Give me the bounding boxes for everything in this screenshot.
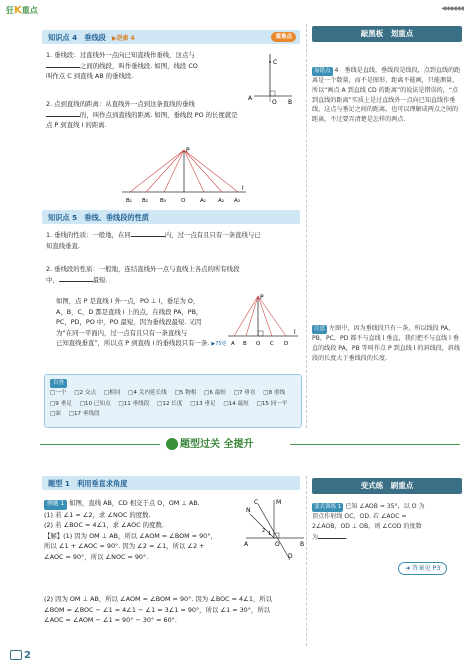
svg-text:A₃: A₃: [234, 198, 240, 204]
svg-text:O: O: [181, 198, 186, 204]
svg-text:B: B: [300, 541, 305, 548]
svg-text:l: l: [242, 185, 244, 192]
arrow-icon: ➜: [405, 565, 411, 572]
self-check-items: [50, 388, 296, 420]
check-item[interactable]: □5 物相: [174, 389, 197, 396]
check-item[interactable]: □9 垂足: [50, 400, 72, 407]
svg-text:l: l: [294, 329, 296, 336]
svg-text:A: A: [231, 341, 235, 347]
svg-text:P: P: [260, 294, 264, 301]
blank-field[interactable]: [59, 275, 93, 282]
svg-text:B: B: [243, 341, 247, 347]
check-item[interactable]: □面: [50, 411, 61, 418]
page-header: [0, 0, 471, 16]
type1-question: 例题 1 如图，直线 AB，CD 相交于点 O，OM ⊥ AB. (1) 若 ∠1 = ∠2，求 ∠NOC 的度数. (2) 若 ∠BOC = 4∠1，求 ∠AOC 的度数. 【解】(1) 因为 OM ⊥ AB，所以 ∠AOM = ∠BOM = 90°， 所以 ∠1 + ∠AOC = 90°. 因为 ∠2 = ∠1，所以 ∠2 + ∠AOC = 90°，所以 ∠NOC = 90°.: [44, 499, 217, 561]
type1-heading: 题型 1 利用垂直求角度: [42, 476, 300, 490]
kp4-item1: 1. 垂线段：过直线外一点向已知直线作垂线，这点与 之间的线段，叫作垂线段. 如图，线段 CO 叫作点 C 到直线 AB 的垂线段.: [46, 51, 198, 81]
svg-text:C: C: [270, 341, 274, 347]
svg-text:B: B: [288, 99, 293, 106]
blank-field[interactable]: [318, 532, 346, 539]
svg-text:A: A: [248, 95, 253, 102]
brand-logo: 狂K重点: [6, 5, 38, 16]
svg-text:B₂: B₂: [142, 198, 148, 204]
svg-text:2: 2: [262, 528, 266, 534]
check-item[interactable]: □6 最短: [204, 389, 226, 396]
svg-text:O: O: [272, 99, 277, 106]
check-item[interactable]: □15 同一平: [256, 400, 288, 407]
kp5-example-text: 如图，点 P 是直线 l 外一点，PO ⊥ l，垂足为 O， A，B，C，D 都是直线 l 上的点，在线段 PA，PB， PC，PD，PO 中，PO 最短，因为垂线段最短. 又因 为“在同一平面内，过一点有且只有一条直线与 已知直线垂直”，所以点 P 到直线 l 的垂线段只有一条. ▶75逆: [56, 297, 227, 348]
check-item[interactable]: □2 交点: [74, 389, 97, 396]
kp5-item1: 1. 垂线的性质：一般地，在同 内，过一点有且只有一条直线与已 知直线垂直.: [46, 231, 261, 250]
svg-text:O: O: [256, 341, 261, 347]
figure-segments-p: [118, 144, 250, 206]
variant-question: 变式训练 1 已知 ∠AOB = 35°，以 O 为 顶点作射线 OC，OD. 若 ∠AOC = 2∠AOB，OD ⊥ OB，则 ∠COD 的度数 为 .: [312, 503, 425, 541]
header-dots: ◀◀◀◀◀◀: [441, 5, 463, 12]
book-icon: [10, 650, 22, 660]
svg-text:A: A: [244, 541, 249, 548]
svg-text:P: P: [186, 147, 190, 154]
check-item[interactable]: □一个: [50, 389, 67, 396]
check-item[interactable]: □13 垂足: [190, 400, 216, 407]
sidebar-note-2: 注意 左图中，因为垂线段只有一条，所以线段 PA，PB，PC，PD 都不与直线 l 垂直，我们把不与直线 l 垂直的线段 PA，PB 等叫作点 P 到直线 l 的斜线段，斜线段的长度大于垂线段的长度.: [312, 325, 461, 362]
variant-heading: 变式练 刷重点: [312, 478, 462, 494]
figure-perpendicular-p: [226, 292, 300, 350]
blank-field[interactable]: [46, 61, 80, 68]
blank-field[interactable]: [131, 230, 165, 237]
kp4-item2: 2. 点到直线的距离：从直线外一点到这条直线的垂线 的，叫作点到直线的距离. 如图，垂线段 PO 的长度就是 点 P 到直线 l 的距离.: [46, 100, 238, 130]
example-badge: 例题 1: [44, 500, 67, 510]
kp5-item2: 2. 垂线段的性质：一般地，连结直线外一点与直线上各点的所有线段 中， 最短.: [46, 265, 240, 284]
svg-text:O: O: [275, 541, 280, 548]
svg-text:1: 1: [268, 531, 272, 537]
kp5-heading: 知识点 5 垂线、垂线段的性质: [42, 210, 300, 224]
svg-text:C: C: [254, 499, 259, 506]
svg-text:N: N: [246, 507, 251, 514]
banner-icon: [166, 438, 178, 450]
check-item[interactable]: □12 长度: [157, 400, 183, 407]
check-item[interactable]: □7 垂直: [233, 389, 256, 396]
svg-text:D: D: [288, 553, 293, 560]
self-check-label: 自查: [50, 379, 67, 388]
check-item[interactable]: □17 垂线段: [68, 411, 100, 418]
sidebar-heading: 敲黑板 划重点: [312, 26, 462, 42]
check-item[interactable]: □8 重线: [263, 389, 286, 396]
kp4-button[interactable]: 重难点: [271, 32, 296, 42]
svg-text:B₃: B₃: [160, 198, 166, 204]
check-item[interactable]: □4 关内延长线: [128, 389, 167, 396]
check-item[interactable]: □11 垂线段: [118, 400, 150, 407]
type1-solution: (2) 因为 OM ⊥ AB，所以 ∠AOM = ∠BOM = 90°. 因为 ∠BOC = 4∠1，所以 ∠BOM = ∠BOC − ∠1 = 4∠1 − ∠1 = 3∠1 = 90°，所以 ∠1 = 30°，所以 ∠AOC = ∠AOM − ∠1 = 90° − 30° = 60°.: [44, 595, 273, 625]
note-badge: 易错点: [314, 68, 331, 74]
svg-text:M: M: [276, 499, 282, 506]
section-banner: [0, 434, 471, 456]
check-item[interactable]: □相同: [103, 389, 121, 396]
self-check-box: [44, 374, 302, 428]
answer-button[interactable]: ➜ 答案见 P3: [398, 562, 447, 575]
svg-text:A₂: A₂: [218, 198, 224, 204]
svg-text:C: C: [273, 59, 278, 66]
banner-title: 题型过关 全提升: [180, 439, 254, 450]
column-divider: [306, 24, 307, 428]
page-number: 2: [10, 648, 31, 664]
blank-field[interactable]: [46, 110, 80, 117]
column-divider-lower: [306, 476, 307, 646]
figure-intersecting-lines: [244, 494, 306, 562]
kp4-heading: 知识点 4 垂线段 ▶逆索 4 重难点: [42, 30, 300, 44]
svg-text:B₁: B₁: [126, 198, 132, 204]
svg-text:D: D: [284, 341, 289, 347]
check-item[interactable]: □14 最短: [223, 400, 249, 407]
note-badge: 注意: [314, 326, 326, 332]
sidebar-note-1: 易错点 4 垂线是直线，垂线段是线段，点到直线的距离是一个数量，而不是图形，距离不能画，只能测量，所以“画点 A 到直线 CD 的距离”的说法是错误的，“点到直线的距离”实质上是过直线外一点向已知直线作垂线，这点与垂足之间的距离，也可以理解成两点之间的距离，不过要弄清楚是怎样的两点.: [312, 67, 461, 124]
svg-text:A₁: A₁: [200, 198, 206, 204]
variant-badge: 变式训练 1: [314, 504, 342, 510]
check-item[interactable]: □10 已知点: [79, 400, 111, 407]
